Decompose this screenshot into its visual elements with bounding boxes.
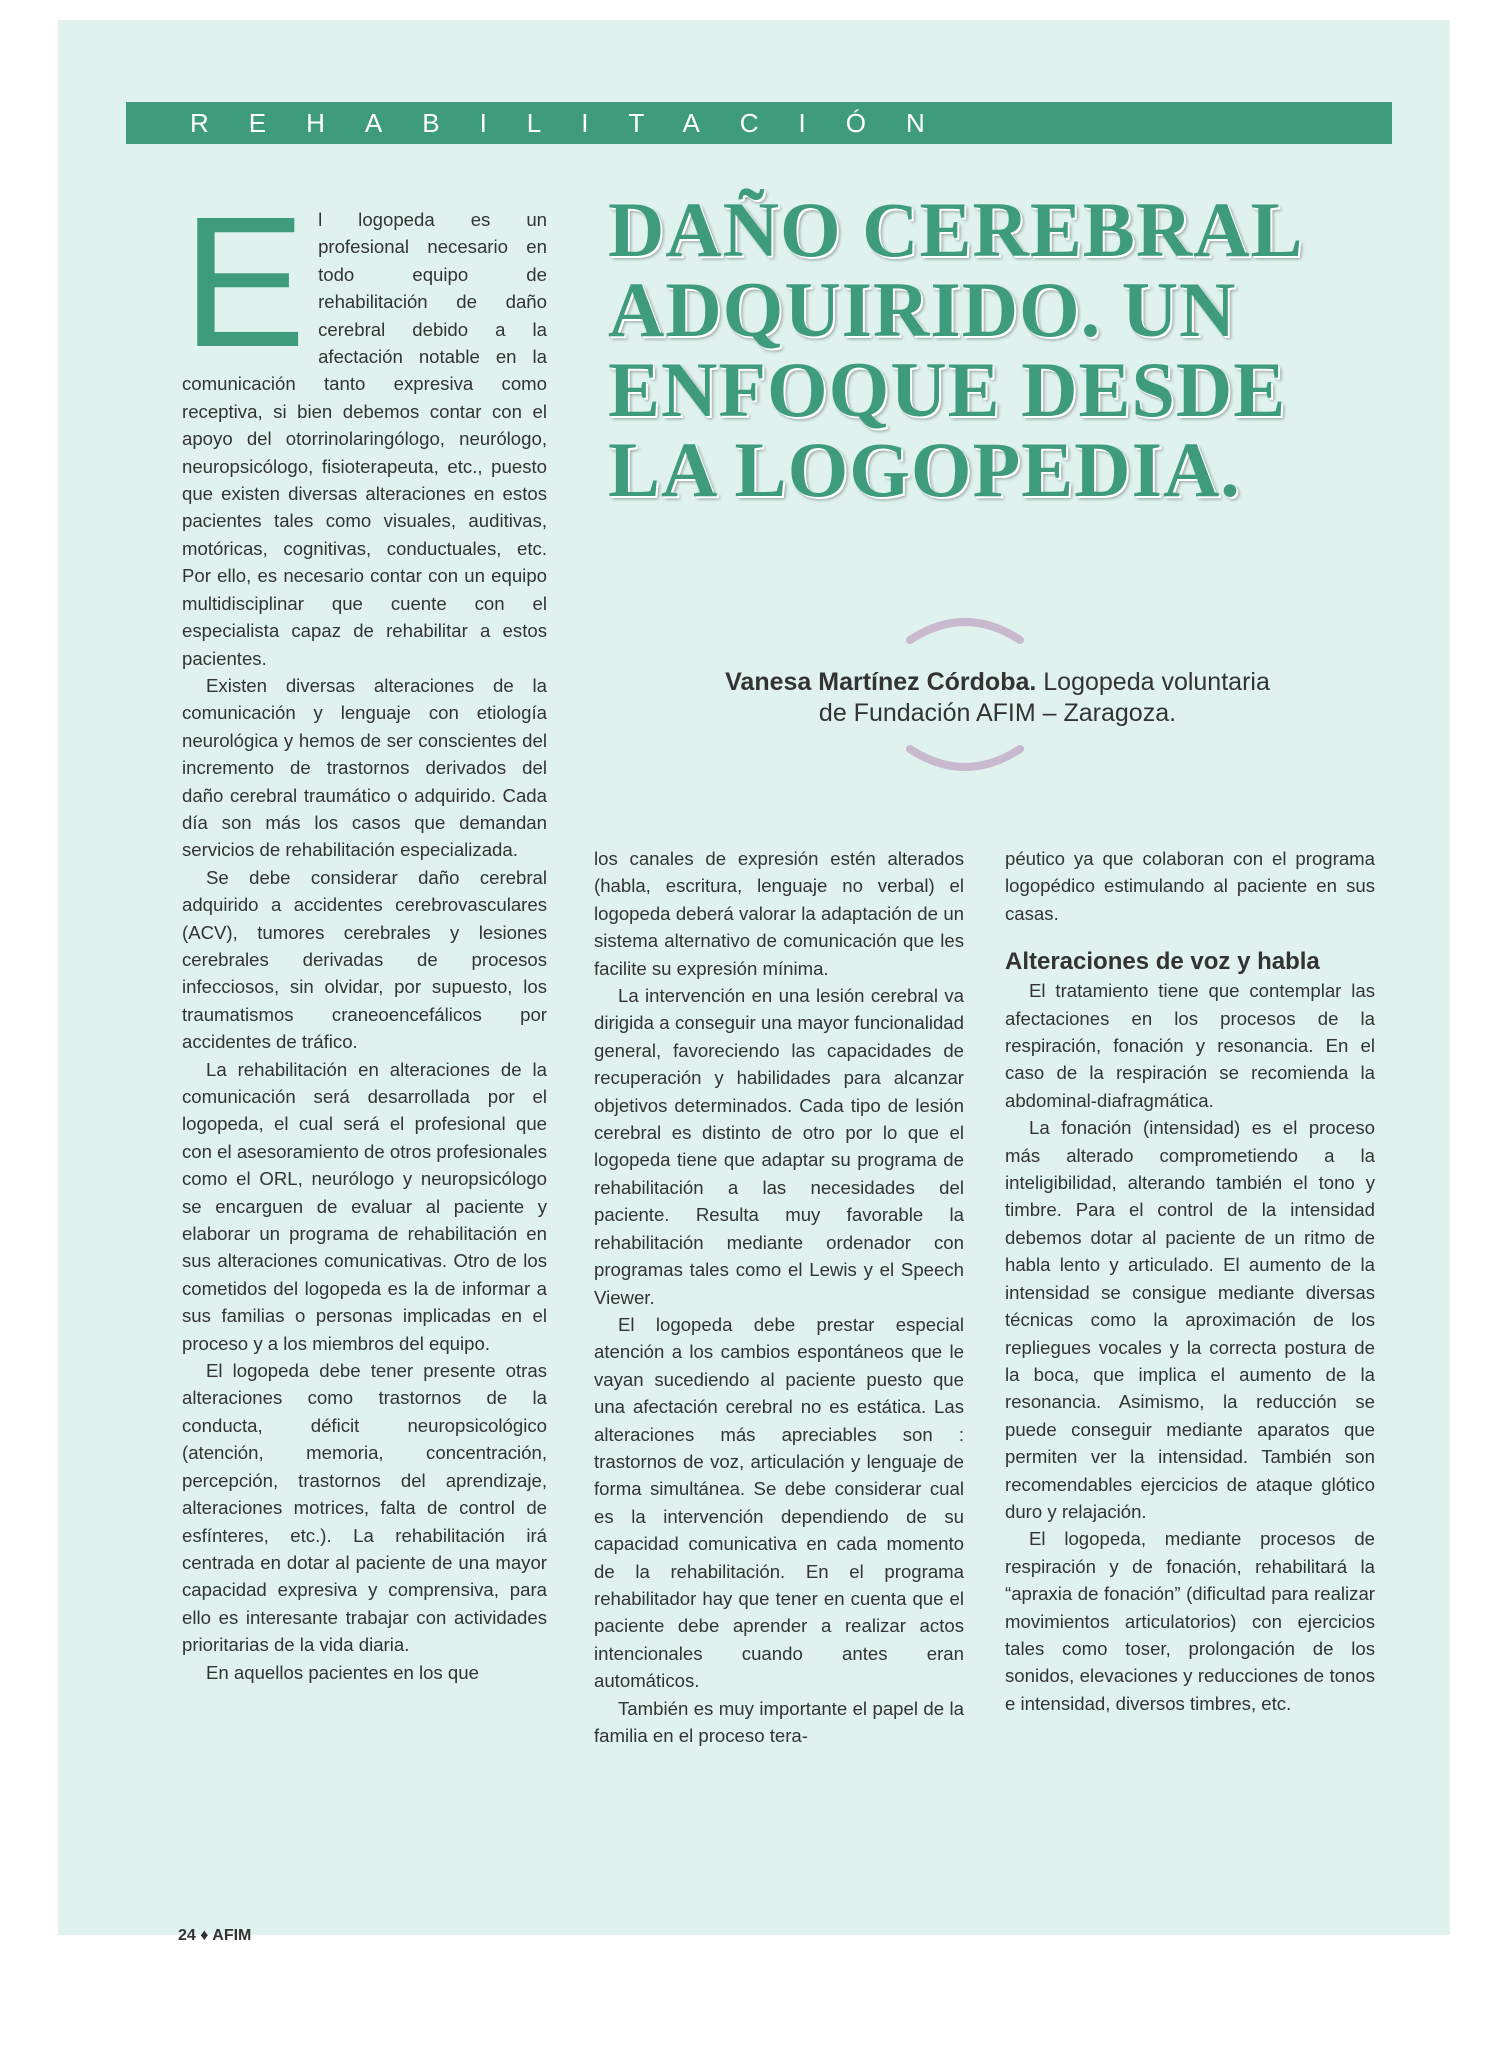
subheading: Alteraciones de voz y habla [1005, 948, 1320, 976]
paragraph: La fonación (intensidad) es el proceso más alterado comprometiendo a la inteligibilidad, alterando también el tono y timbre. Para el control de la intensidad debemos dotar al paciente de un ritmo de habla lento y articulado. El aumento de la intensidad se consigue mediante diversas técnicas como la aproximación de los repliegues vocales y la correcta postura de la boca, que implica el aumento de la resonancia. Asimismo, la reducción se puede conseguir mediante aparatos que permiten ver la intensidad. También son recomendables ejercicios de ataque glótico duro y relajación. [1005, 1117, 1375, 1522]
paragraph: los canales de expresión estén alterados (habla, escritura, lenguaje no verbal) el logopeda deberá valorar la adaptación de un sistema alternativo de comunicación que les facilite su expresión mínima. [594, 848, 964, 979]
section-label: REHABILITACIÓN [190, 108, 965, 138]
article-column-1 [182, 179, 547, 1686]
title-line-1: DAÑO CEREBRAL [608, 186, 1304, 273]
title-line-2: ADQUIRIDO. UN [608, 266, 1237, 353]
paragraph: El logopeda debe prestar especial atención a los cambios espontáneos que le vayan sucediendo al paciente puesto que una afectación cerebral no es estática. Las alteraciones más apreciables son : trastornos de voz, articulación y lenguaje de forma simultánea. Se debe considerar cual es la intervención dependiendo de su capacidad comunicativa en cada momento de la rehabilitación. En el programa rehabilitador hay que tener en cuenta que el paciente debe aprender a realizar actos intencionales cuando antes eran automáticos. [594, 1313, 964, 1692]
title-line-3: ENFOQUE DESDE [608, 346, 1287, 433]
paragraph: Se debe considerar daño cerebral adquirido a accidentes cerebrovasculares (ACV), tumores cerebrales y lesiones cerebrales derivadas de procesos infecciosos, sin olvidar, por supuesto, los traumatismos craneoencefálicos por accidentes de tráfico. [182, 866, 547, 1053]
section-header-band [126, 102, 1392, 144]
page-footer: 24 ♦ AFIM [178, 1927, 252, 1944]
decorative-arc-top [906, 608, 1024, 644]
paragraph: El logopeda es un profesional necesario en todo equipo de rehabilitación de daño cerebral debido a la afectación notable en la comunicación tanto expresiva como receptiva, si bien debemos contar con el apoyo del otorrinolaringólogo, neurólogo, neuropsicólogo, fisioterapeuta, etc., puesto que existen diversas alteraciones en estos pacientes tales como visuales, auditivas, motóricas, cognitivas, conductuales, etc. Por ello, es necesario contar con un equipo multidisciplinar que cuente con el especialista capaz de rehabilitar a estos pacientes. [182, 179, 547, 669]
author-affiliation: de Fundación AFIM – Zaragoza. [818, 699, 1177, 727]
article-column-3 [1005, 845, 1375, 1717]
paragraph: El logopeda debe tener presente otras alteraciones como trastornos de la conducta, déficit neuropsicológico (atención, memoria, concentración, percepción, trastornos del aprendizaje, alteraciones motrices, falta de control de esfínteres, etc.). La rehabilitación irá centrada en dotar al paciente de una mayor capacidad expresiva y comprensiva, para ello es interesante trabajar con actividades prioritarias de la vida diaria. [182, 1360, 547, 1656]
article-column-2 [594, 845, 964, 1749]
paragraph: La rehabilitación en alteraciones de la comunicación será desarrollada por el logopeda, el cual será el profesional que con el asesoramiento de otros profesionales como el ORL, neurólogo y neuropsicólogo se encarguen de evaluar al paciente y elaborar un programa de rehabilitación en sus alteraciones comunicativas. Otro de los cometidos del logopeda es la de informar a sus familias o personas implicadas en el proceso y a los miembros del equipo. [182, 1058, 547, 1354]
paragraph: Existen diversas alteraciones de la comunicación y lenguaje con etiología neurológica y hemos de ser conscientes del incremento de trastornos derivados del daño cerebral traumático o adquirido. Cada día son más los casos que demandan servicios de rehabilitación especializada. [182, 674, 547, 861]
drop-cap: E [182, 179, 307, 386]
paragraph: La intervención en una lesión cerebral va dirigida a conseguir una mayor funcionalidad general, favoreciendo las capacidades de recuperación y habilidades para alcanzar objetivos determinados. Cada tipo de lesión cerebral es distinto de otro por lo que el logopeda tiene que adaptar su programa de rehabilitación a las necesidades del paciente. Resulta muy favorable la rehabilitación mediante ordenador con programas tales como el Lewis y el Speech Viewer. [594, 985, 964, 1308]
decorative-arc-bottom [906, 745, 1024, 781]
article-title [608, 186, 1348, 513]
paragraph: El tratamiento tiene que contemplar las afectaciones en los procesos de la respiración, fonación y resonancia. En el caso de la respiración se recomienda la abdominal-diafragmática. [1005, 980, 1375, 1111]
author-role: Logopeda voluntaria [1036, 668, 1270, 696]
paragraph: En aquellos pacientes en los que [206, 1661, 479, 1683]
byline [640, 667, 1355, 729]
author-name: Vanesa Martínez Córdoba. [725, 668, 1037, 696]
paragraph: También es muy importante el papel de la familia en el proceso tera- [594, 1697, 964, 1746]
paragraph: péutico ya que colaboran con el programa logopédico estimulando al paciente en sus casas. [1005, 848, 1375, 924]
title-line-4: LA LOGOPEDIA. [608, 426, 1241, 513]
paragraph: El logopeda, mediante procesos de respiración y de fonación, rehabilitará la “apraxia de fonación” (dificultad para realizar movimientos articulatorios) con ejercicios tales como toser, prolongación de los sonidos, elevaciones y reducciones de tonos e intensidad, diversos timbres, etc. [1005, 1528, 1375, 1714]
